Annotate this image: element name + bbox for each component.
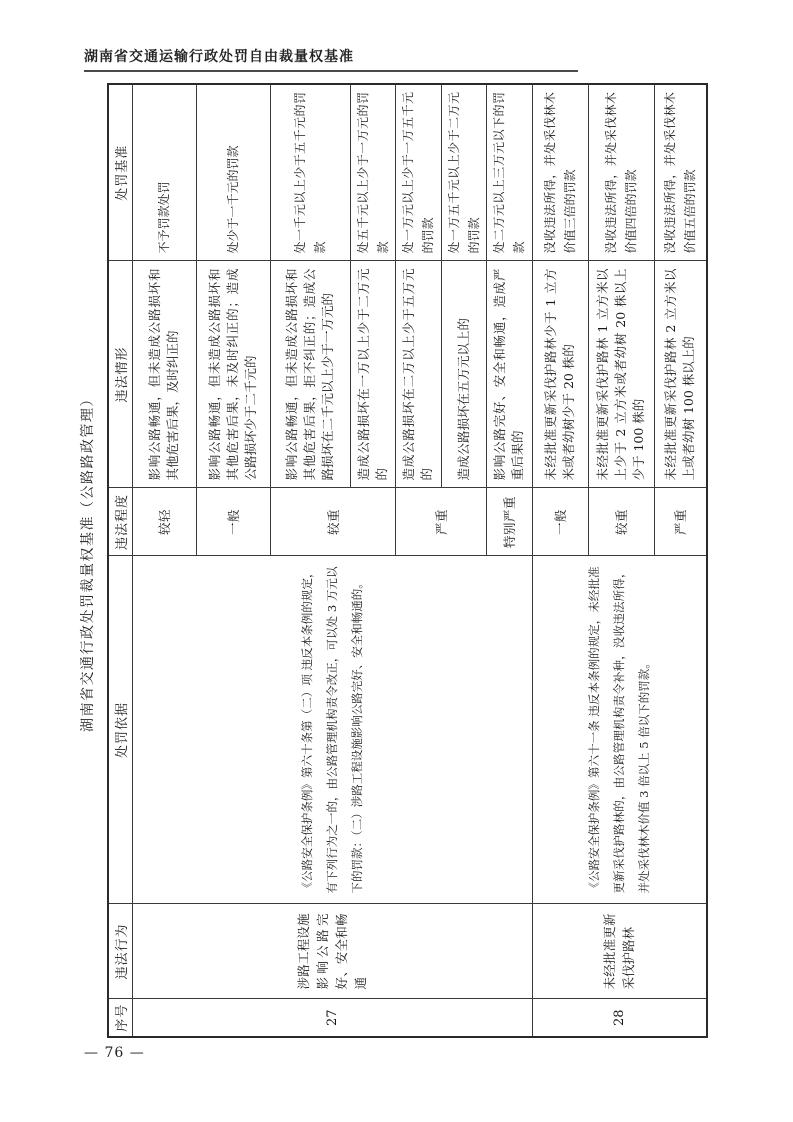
situation-cell: 影响公路完好、安全和畅通，造成严重后果的 xyxy=(486,261,532,488)
penalty-discretion-table xyxy=(107,83,708,1038)
page-number: — 76 — xyxy=(84,1045,145,1061)
basis-27: 《公路安全保护条例》第六十条第（二）项 违反本条例的规定，有下列行为之一的，由公路管理机构责令改正，可以处 3 万元以下的罚款：（二）涉路工程设施影响公路完好、安全和畅通的。 xyxy=(132,556,532,904)
table-row xyxy=(132,84,196,1037)
situation-cell: 未经批准更新采伐护路林 1 立方米以上少于 2 立方米或者幼树 20 株以上少于 100 株的 xyxy=(588,261,654,488)
table-header-row xyxy=(108,84,132,1037)
penalty-cell: 没收违法所得，并处采伐林木价值五倍的罚款 xyxy=(654,84,707,261)
degree-27-general: 一般 xyxy=(196,488,270,556)
degree-28-severe: 严重 xyxy=(654,488,707,556)
serial-number-28: 28 xyxy=(532,999,707,1037)
basis-28: 《公路安全保护条例》第六十一条 违反本条例的规定，未经批准更新采伐护路林的，由公路管理机构责令补种，没收违法所得，并处采伐林木价值 3 倍以上 5 倍以下的罚款。 xyxy=(532,556,707,904)
situation-cell: 造成公路损坏在五万元以上的 xyxy=(441,261,486,488)
situation-cell: 影响公路畅通，但未造成公路损坏和其他危害后果，未及时纠正的；造成公路损坏少于二千元的 xyxy=(196,261,270,488)
situation-cell: 造成公路损坏在一万以上少于二万元的 xyxy=(350,261,395,488)
rotated-table-canvas xyxy=(78,85,707,1038)
degree-27-extra-severe: 特别严重 xyxy=(486,488,532,556)
document-header-title: 湖南省交通运输行政处罚自由裁量权基准 xyxy=(84,49,354,65)
situation-cell: 影响公路畅通，但未造成公路损坏和其他危害后果，及时纠正的 xyxy=(132,261,196,488)
header-penalty-standard: 处罚基准 xyxy=(108,84,132,261)
table-title: 湖南省交通行政处罚裁量权基准（公路路政管理） xyxy=(80,391,96,732)
penalty-cell: 没收违法所得，并处采伐林木价值三倍的罚款 xyxy=(532,84,588,261)
penalty-cell: 处二万元以上三万元以下的罚款 xyxy=(486,84,532,261)
rotated-table-area xyxy=(78,85,707,1038)
penalty-cell: 处少于一千元的罚款 xyxy=(196,84,270,261)
degree-27-severe: 严重 xyxy=(395,488,486,556)
situation-cell: 造成公路损坏在二万以上少于五万元的 xyxy=(395,261,441,488)
degree-28-heavier: 较重 xyxy=(588,488,654,556)
situation-cell: 未经批准更新采伐护路林少于 1 立方米或者幼树少于 20 株的 xyxy=(532,261,588,488)
penalty-cell: 没收违法所得，并处采伐林木价值四倍的罚款 xyxy=(588,84,654,261)
header-violation-situation: 违法情形 xyxy=(108,261,132,488)
table-row xyxy=(532,84,588,1037)
penalty-cell: 处一千元以上少于五千元的罚款 xyxy=(270,84,350,261)
penalty-cell: 不予罚款处罚 xyxy=(132,84,196,261)
situation-cell: 未经批准更新采伐护路林 2 立方米以上或者幼树 100 株以上的 xyxy=(654,261,707,488)
penalty-cell: 处五千元以上少于一万元的罚款 xyxy=(350,84,395,261)
header-violation-degree: 违法程度 xyxy=(108,488,132,556)
header-divider xyxy=(84,70,578,72)
degree-27-heavier: 较重 xyxy=(270,488,395,556)
situation-cell: 影响公路畅通，但未造成公路损坏和其他危害后果，拒不纠正的；造成公路损坏在二千元以上少于一万元的 xyxy=(270,261,350,488)
behavior-28: 未经批准更新采伐护路林 xyxy=(532,904,707,999)
penalty-cell: 处一万五千元以上少于二万元的罚款 xyxy=(441,84,486,261)
penalty-cell: 处一万元以上少于一万五千元的罚款 xyxy=(395,84,441,261)
degree-28-general: 一般 xyxy=(532,488,588,556)
header-illegal-behavior: 违法行为 xyxy=(108,904,132,999)
header-serial-number: 序号 xyxy=(108,999,132,1037)
degree-27-light: 较轻 xyxy=(132,488,196,556)
behavior-27: 涉路工程设施影响公路完好、安全和畅通 xyxy=(132,904,532,999)
serial-number-27: 27 xyxy=(132,999,532,1037)
header-penalty-basis: 处罚依据 xyxy=(108,556,132,904)
